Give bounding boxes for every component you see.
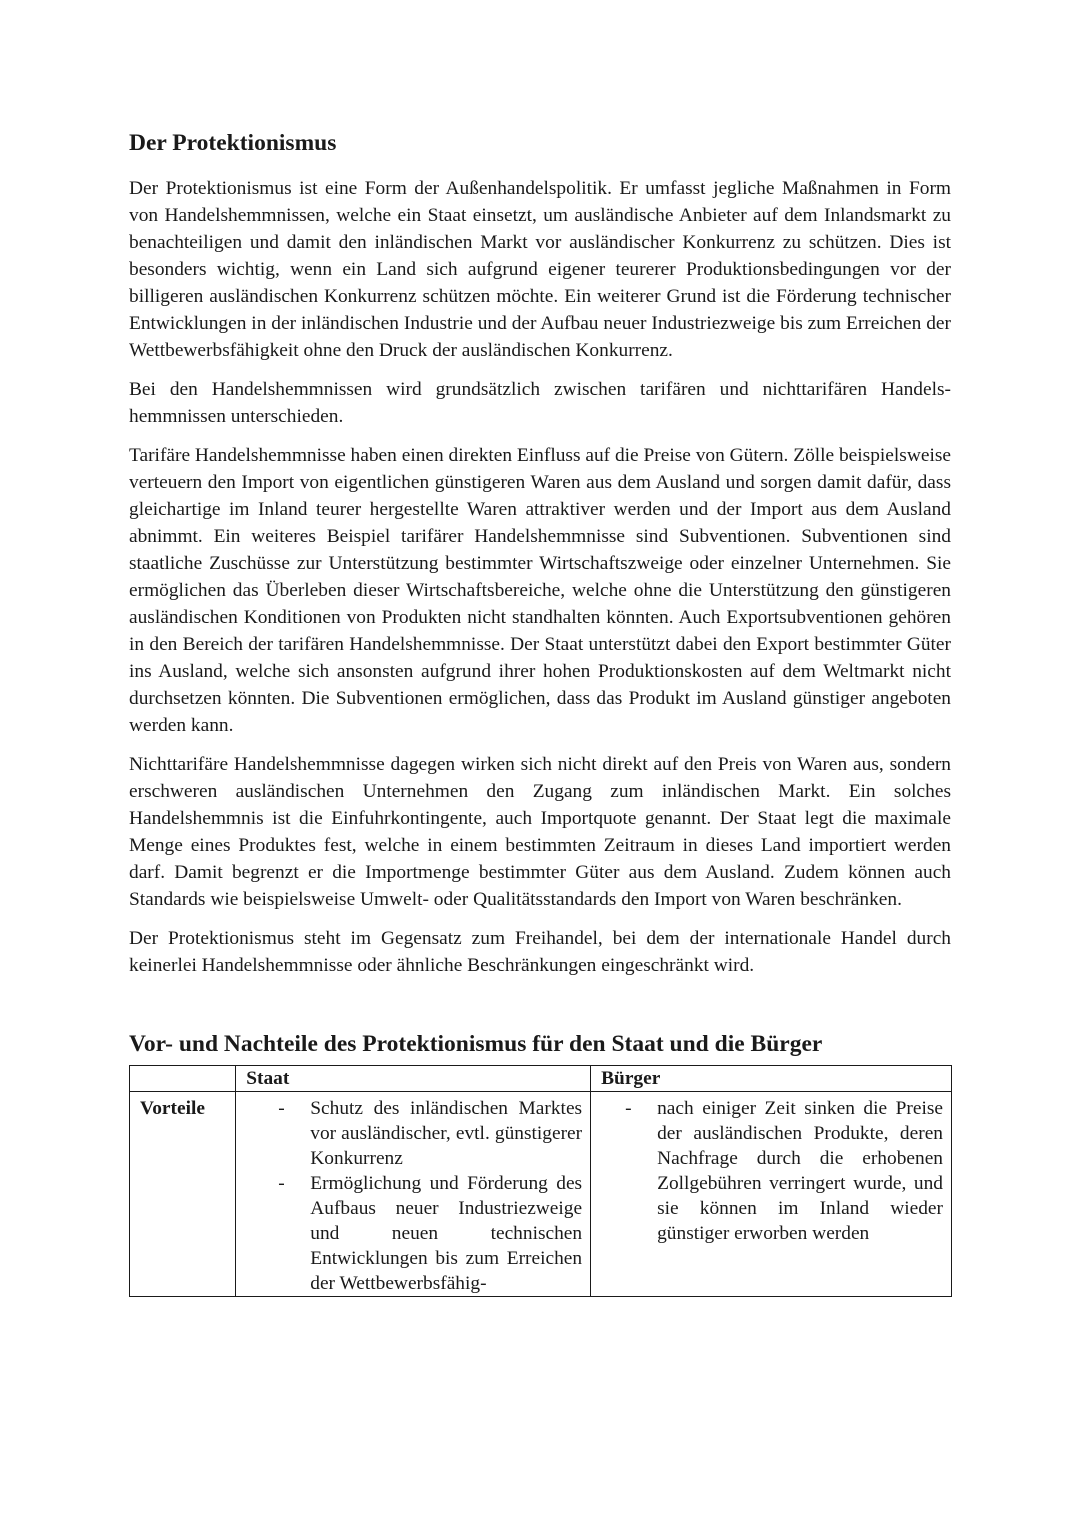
paragraph-nichttarifaer: Nichttarifäre Handelshemmnisse dagegen wirken sich nicht direkt auf den Preis von Waren aus, sondern erschweren ausländischen Unternehmen den Zugang zum inländischen Markt. Ein solches Handelshemmnis ist die Einfuhrkontingente, auch Importquote genannt. Der Staat legt die maximale Menge eines Produktes fest, welche in einem bestimmten Zeitraum in dieses Land importiert werden darf. Damit begrenzt er die Importmenge bestimmter Güter aus dem Ausland. Zudem können auch Standards wie beispielsweise Umwelt- oder Qualitätsstandards den Import von Waren beschränken.: [129, 754, 951, 910]
cell-buerger-vorteile: [591, 1092, 952, 1297]
document-page: [129, 128, 951, 1297]
paragraph-intro: Der Protektionismus ist eine Form der Außenhandelspolitik. Er umfasst jegliche Maßnahmen in Form von Handelshemmnissen, welche ein Staat einsetzt, um ausländische Anbieter auf dem Inlandsmarkt zu benachteiligen und damit den inländischen Markt vor ausländischer Konkurrenz zu schützen. Dies ist besonders wichtig, wenn ein Land sich aufgrund eigener teurerer Produktionsbedingungen vor der billigeren ausländischen Konkurrenz schützen möchte. Ein weiterer Grund ist die Förderung technischer Entwicklungen in der inländischen Industrie und der Aufbau neuer Industriezweige bis zum Erreichen der Wettbewerbsfähigkeit ohne den Druck der ausländischen Konkurrenz.: [129, 178, 951, 361]
row-label-vorteile: Vorteile: [130, 1092, 236, 1297]
list-item: - nach einiger Zeit sinken die Preise der ausländischen Produkte, deren Nachfrage durch die erhobenen Zollgebühren verringert wurde, und sie können im Inland wieder günstiger erworben werden: [591, 1096, 943, 1246]
buerger-list: [591, 1092, 951, 1246]
section-title: Vor- und Nachteile des Protektionismus für den Staat und die Bürger: [129, 1031, 823, 1057]
cell-staat-vorteile: [236, 1092, 591, 1297]
section-spacer: [129, 991, 951, 1029]
paragraph-handelshemmnisse: Bei den Handelshemmnissen wird grundsätzlich zwischen tarifären und nichttarifären Handelshemmnissen unterschieden.: [129, 379, 951, 427]
page-title: Der Protektionismus: [129, 130, 337, 156]
list-item: - Ermöglichung und Förderung des Aufbaus neuer Industriezweige und neuen technischen Entwicklungen bis zum Erreichen der Wettbewerbsfähig-: [236, 1171, 582, 1296]
column-header-staat: Staat: [236, 1066, 591, 1092]
table-corner-cell: [130, 1066, 236, 1092]
table-row-vorteile: [130, 1092, 952, 1297]
comparison-table: [129, 1065, 952, 1297]
paragraph-freihandel: Der Protektionismus steht im Gegensatz zum Freihandel, bei dem der internationale Handel durch keinerlei Handelshemmnisse oder ähnliche Beschränkungen eingeschränkt wird.: [129, 928, 951, 976]
staat-list: [236, 1092, 590, 1296]
paragraph-tarifaer: Tarifäre Handelshemmnisse haben einen direkten Einfluss auf die Preise von Gütern. Zölle beispielsweise verteuern den Import von eigentlichen günstigeren Waren aus dem Ausland und sorgen damit dafür, dass gleichartige im Inland teurer hergestellte Waren attraktiver werden und der Import aus dem Ausland abnimmt. Ein weiteres Beispiel tarifärer Handelshemmnisse sind Subventionen. Subventionen sind staatliche Zuschüsse zur Unterstützung bestimmter Wirtschaftszweige oder einzelner Unternehmen. Sie ermöglichen das Überleben dieser Wirtschaftsbereiche, welche ohne die Unterstützung den günstigeren ausländischen Konditionen von Produkten nicht standhalten könnten. Auch Exportsubventionen gehören in den Bereich der tarifären Handelshemmnisse. Der Staat unterstützt dabei den Export bestimmter Güter ins Ausland, welche sich ansonsten aufgrund ihrer hohen Produktionskosten auf dem Weltmarkt nicht durchsetzen könnten. Die Subventionen ermöglichen, dass das Produkt im Ausland günstiger angeboten werden kann.: [129, 445, 951, 736]
column-header-buerger: Bürger: [591, 1066, 952, 1092]
table-header-row: [130, 1066, 952, 1092]
list-item: - Schutz des inländischen Marktes vor ausländischer, evtl. günstigerer Konkurrenz: [236, 1096, 582, 1171]
